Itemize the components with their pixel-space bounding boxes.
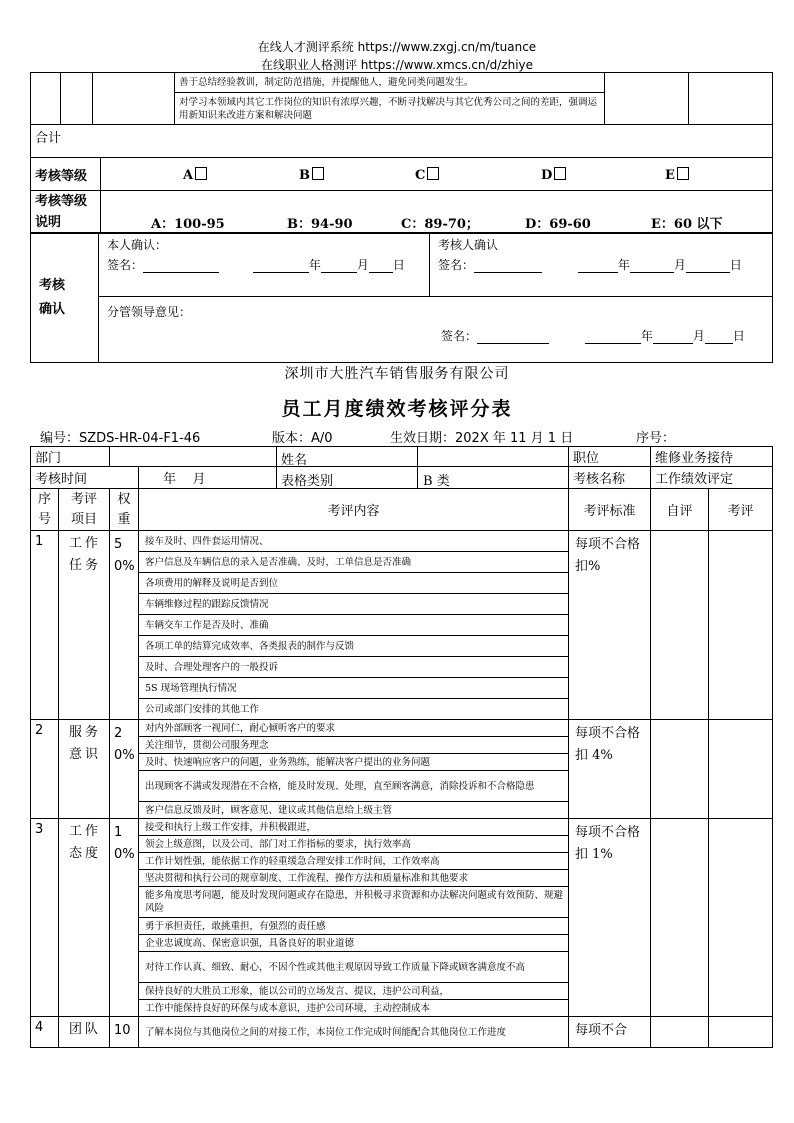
total-label: 合计 bbox=[31, 125, 773, 158]
col-eval: 考评 bbox=[709, 489, 773, 531]
content-line: 领会上级意图，以及公司、部门对工作指标的要求，执行效率高 bbox=[139, 836, 569, 853]
col-content: 考评内容 bbox=[139, 489, 569, 531]
col-item: 考评项目 bbox=[59, 489, 110, 531]
grade-e[interactable]: E bbox=[665, 167, 689, 183]
section-item: 团队 bbox=[59, 1017, 110, 1048]
doc-serial: 序号： bbox=[636, 431, 676, 446]
company-name: 深圳市大胜汽车销售服务有限公司 bbox=[284, 366, 510, 382]
section-standard: 每项不合 bbox=[569, 1017, 651, 1048]
position-value: 维修业务接待 bbox=[651, 447, 773, 467]
header-line-2: 在线职业人格测评 https://www.xmcs.cn/d/zhiye bbox=[260, 58, 534, 72]
section-standard: 每项不合格扣% bbox=[569, 531, 651, 720]
section-seq: 2 bbox=[31, 720, 59, 819]
summary-table bbox=[30, 124, 773, 234]
content-line: 了解本岗位与其他岗位之间的对接工作，本岗位工作完成时间能配合其他岗位工作进度 bbox=[139, 1017, 569, 1048]
page-title: 员工月度绩效考核评分表 bbox=[281, 398, 513, 420]
confirm-table bbox=[30, 232, 773, 363]
time-label: 考核时间 bbox=[31, 467, 139, 489]
top-row-text-2: 对学习本领域内其它工作岗位的知识有浓厚兴趣，不断寻找解决与其它优秀公司之间的差距，强调运用新知识来改进方案和解决问题 bbox=[175, 93, 605, 125]
section-item: 工作任务 bbox=[59, 531, 110, 720]
leader-sign-line[interactable] bbox=[477, 331, 549, 344]
score-table bbox=[30, 446, 773, 1048]
eval-score-cell[interactable] bbox=[709, 819, 773, 1017]
doc-effective-date: 生效日期：202X 年 11 月 1 日 bbox=[390, 431, 574, 446]
grade-desc-b: B：94-90 bbox=[287, 217, 353, 232]
content-line: 保持良好的大胜员工形象，能以公司的立场发言、提议，违护公司利益， bbox=[139, 983, 569, 1000]
content-line: 车辆交车工作是否及时、准确 bbox=[139, 615, 569, 636]
eval-score-cell[interactable] bbox=[709, 1017, 773, 1048]
grade-desc-e: E：60 以下 bbox=[651, 217, 723, 232]
content-line: 接受和执行上级工作安排，并积极跟进， bbox=[139, 819, 569, 836]
section-item: 工作态度 bbox=[59, 819, 110, 1017]
checkbox-icon bbox=[554, 167, 566, 180]
grade-b[interactable]: B bbox=[299, 167, 324, 183]
grade-d[interactable]: D bbox=[541, 167, 566, 183]
time-value[interactable]: 年 月 bbox=[139, 467, 277, 489]
doc-code: 编号：SZDS-HR-04-F1-46 bbox=[40, 431, 201, 446]
self-score-cell[interactable] bbox=[651, 720, 709, 819]
section-weight: 10% bbox=[110, 819, 139, 1017]
section-seq: 1 bbox=[31, 531, 59, 720]
content-line: 关注细节，贯彻公司服务理念 bbox=[139, 737, 569, 754]
col-self: 自评 bbox=[651, 489, 709, 531]
self-score-cell[interactable] bbox=[651, 531, 709, 720]
assessor-sign-line[interactable] bbox=[474, 260, 542, 273]
eval-score-cell[interactable] bbox=[709, 720, 773, 819]
doc-version: 版本：A/0 bbox=[272, 431, 333, 446]
content-line: 企业忠诚度高、保密意识强，具备良好的职业道德 bbox=[139, 935, 569, 952]
dept-value[interactable] bbox=[110, 447, 277, 467]
section-weight: 50% bbox=[110, 531, 139, 720]
checkbox-icon bbox=[427, 167, 439, 180]
checkbox-icon bbox=[312, 167, 324, 180]
content-line: 车辆维修过程的跟踪反馈情况 bbox=[139, 594, 569, 615]
section-standard: 每项不合格扣 1% bbox=[569, 819, 651, 1017]
name-label: 姓名 bbox=[281, 453, 308, 467]
content-line: 能多角度思考问题，能及时发现问题或存在隐患，并积极寻求资源和办法解决问题或有效预防、规避风险 bbox=[139, 887, 569, 918]
top-table bbox=[30, 72, 773, 125]
content-line: 勇于承担责任，敢挑重担，有强烈的责任感 bbox=[139, 918, 569, 935]
assessor-sign-row: 签名： 年 月 日 bbox=[438, 258, 742, 272]
content-line: 各项费用的解释及说明是否到位 bbox=[139, 573, 569, 594]
section-seq: 4 bbox=[31, 1017, 59, 1048]
content-line: 对待工作认真、细致、耐心，不因个性或其他主观原因导致工作质量下降或顾客满意度不高 bbox=[139, 952, 569, 983]
top-row-text-1: 善于总结经验教训，制定防范措施，并提醒他人，避免同类问题发生。 bbox=[175, 73, 605, 93]
section-weight: 20% bbox=[110, 720, 139, 819]
content-line: 及时、合理处理客户的一般投诉 bbox=[139, 657, 569, 678]
grade-label: 考核等级 bbox=[31, 158, 101, 191]
col-seq: 序号 bbox=[31, 489, 59, 531]
checkbox-icon bbox=[195, 167, 207, 180]
content-line: 及时、快速响应客户的问题，业务熟练，能解决客户提出的业务问题 bbox=[139, 754, 569, 771]
assess-name-label: 考核名称 bbox=[569, 467, 651, 489]
grade-desc-c: C：89-70； bbox=[401, 217, 479, 232]
grade-desc-label: 考核等级说明 bbox=[31, 191, 101, 234]
leader-sign-row: 签名： 年 月 日 bbox=[441, 329, 745, 343]
grade-a[interactable]: A bbox=[183, 167, 207, 183]
content-line: 各项工单的结算完成效率、各类报表的制作与反馈 bbox=[139, 636, 569, 657]
assessor-confirm-label: 考核人确认 bbox=[438, 238, 499, 252]
self-confirm-label: 本人确认： bbox=[107, 238, 168, 252]
section-standard: 每项不合格扣 4% bbox=[569, 720, 651, 819]
section-seq: 3 bbox=[31, 819, 59, 1017]
content-line: 公司或部门安排的其他工作 bbox=[139, 699, 569, 720]
self-sign-row: 签名： 年 月 日 bbox=[107, 258, 405, 272]
self-sign-line[interactable] bbox=[143, 260, 219, 273]
content-line: 工作计划性强，能依据工作的轻重缓急合理安排工作时间，工作效率高 bbox=[139, 853, 569, 870]
content-line: 出现顾客不满或发现潜在不合格，能及时发现、处理，直至顾客满意，消除投诉和不合格隐患 bbox=[139, 771, 569, 802]
col-standard: 考评标准 bbox=[569, 489, 651, 531]
assess-name-value: 工作绩效评定 bbox=[651, 467, 773, 489]
content-line: 坚决贯彻和执行公司的规章制度、工作流程、操作方法和质量标准和其他要求 bbox=[139, 870, 569, 887]
content-line: 5S 现场管理执行情况 bbox=[139, 678, 569, 699]
dept-label: 部门 bbox=[31, 447, 110, 467]
content-line: 客户信息反馈及时，顾客意见、建议或其他信息给上级主管 bbox=[139, 802, 569, 819]
content-line: 客户信息及车辆信息的录入是否准确、及时，工单信息是否准确 bbox=[139, 552, 569, 573]
header-line-1: 在线人才测评系统 https://www.zxgj.cn/m/tuance bbox=[257, 40, 537, 54]
type-label: 表格类别 bbox=[281, 474, 334, 489]
section-item: 服务意识 bbox=[59, 720, 110, 819]
content-line: 对内外部顾客一视同仁，耐心倾听客户的要求 bbox=[139, 720, 569, 737]
content-line: 接车及时、四件套运用情况、 bbox=[139, 531, 569, 552]
content-line: 工作中能保持良好的环保与成本意识，违护公司环境，主动控制成本 bbox=[139, 1000, 569, 1017]
position-label: 职位 bbox=[569, 447, 651, 467]
checkbox-icon bbox=[677, 167, 689, 180]
type-value: B 类 bbox=[423, 474, 450, 489]
leader-opinion-label: 分管领导意见： bbox=[107, 305, 192, 319]
col-weight: 权重 bbox=[110, 489, 139, 531]
eval-score-cell[interactable] bbox=[709, 531, 773, 720]
confirm-label: 考核确认 bbox=[31, 233, 99, 363]
grade-desc-d: D：69-60 bbox=[525, 217, 591, 232]
self-score-cell[interactable] bbox=[651, 1017, 709, 1048]
grade-c[interactable]: C bbox=[415, 167, 439, 183]
self-score-cell[interactable] bbox=[651, 819, 709, 1017]
grade-desc-a: A：100-95 bbox=[151, 217, 225, 232]
section-weight: 10 bbox=[110, 1017, 139, 1048]
